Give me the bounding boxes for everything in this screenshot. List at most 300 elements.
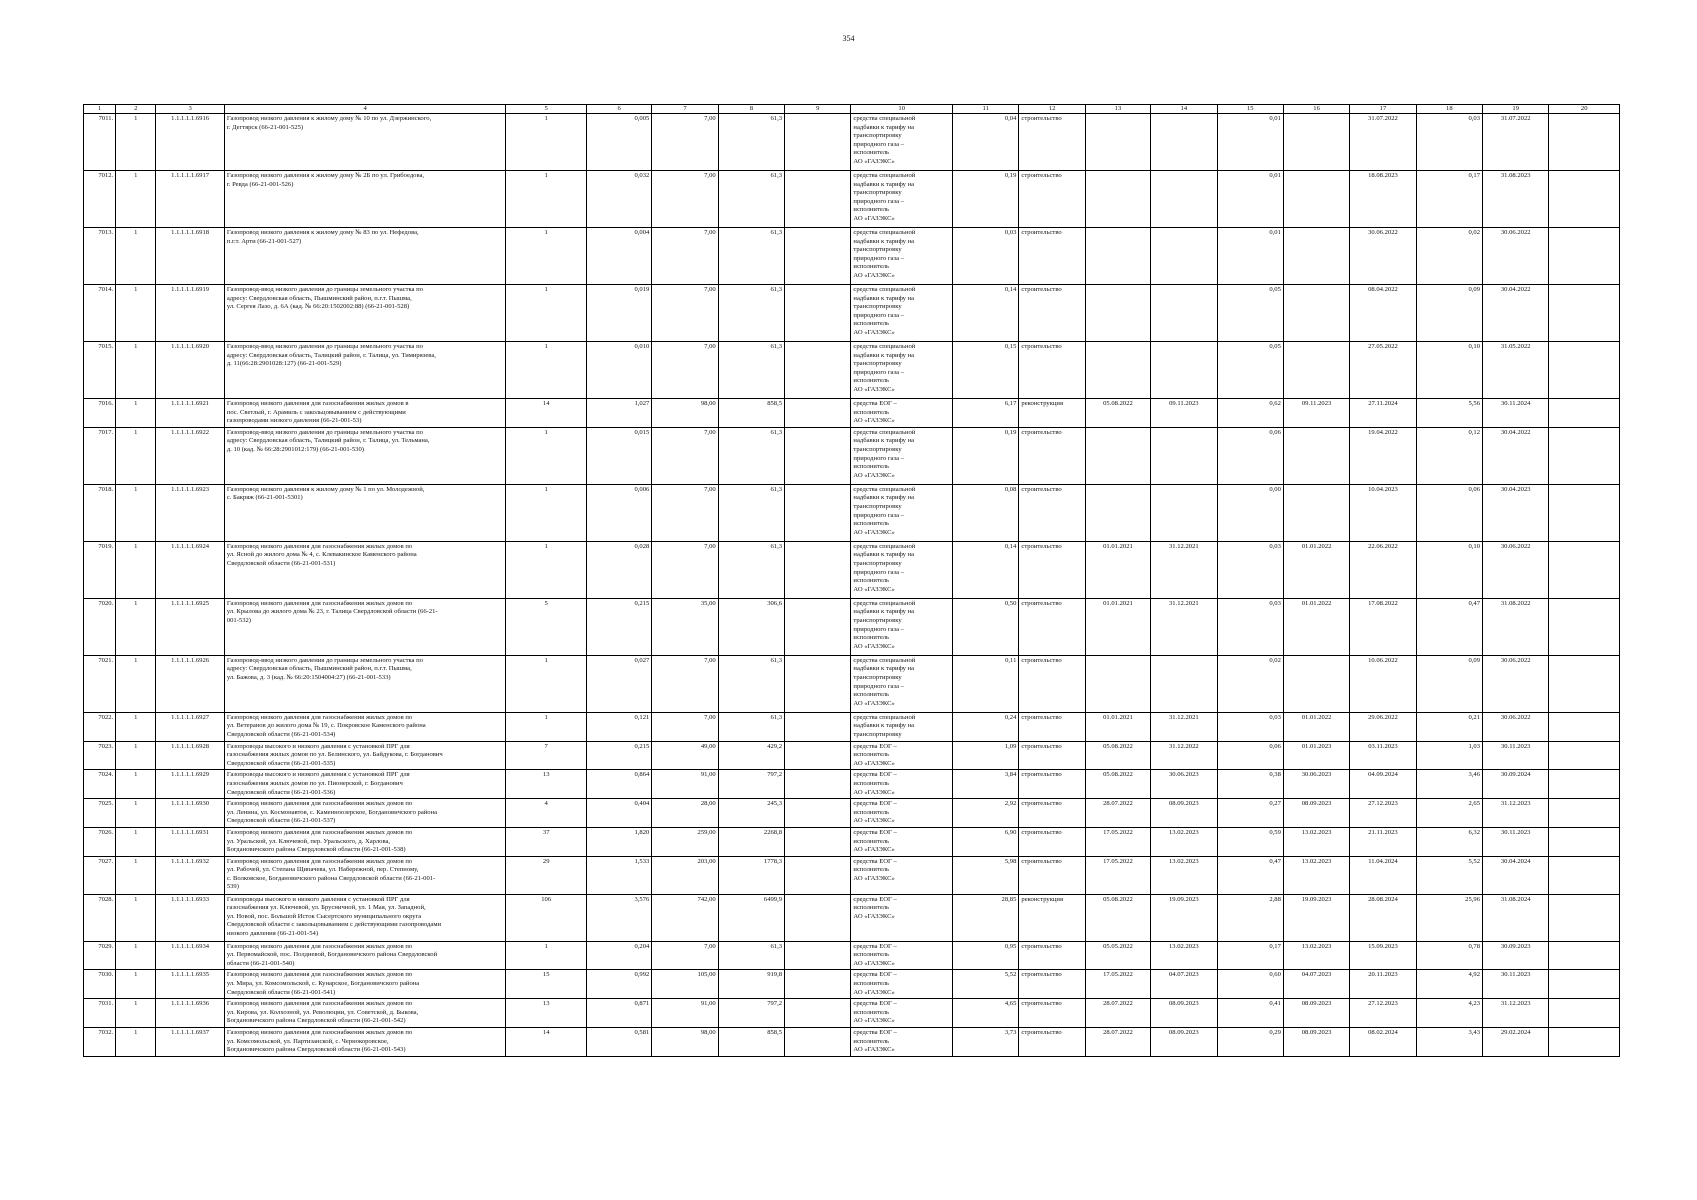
volume-cell: 61,3 <box>718 484 784 541</box>
end-date-cell <box>1151 484 1217 541</box>
capacity-cell: 259,00 <box>652 827 718 856</box>
table-row <box>84 741 1620 770</box>
volume-cell: 61,3 <box>718 712 784 741</box>
level-cell: 1 <box>116 856 156 894</box>
column-number-header: 12 <box>1019 105 1085 114</box>
cost-cell: 0,14 <box>953 285 1019 342</box>
stage-date-cell: 09.11.2023 <box>1283 399 1349 428</box>
remaining-cost-cell: 0,09 <box>1416 655 1482 712</box>
completion-date-cell: 29.06.2022 <box>1350 712 1416 741</box>
capacity-cell: 91,00 <box>652 999 718 1028</box>
capacity-cell: 7,00 <box>652 541 718 598</box>
quantity-cell: 1 <box>506 171 586 228</box>
table-row <box>84 285 1620 342</box>
column-number-header: 1 <box>84 105 116 114</box>
capacity-cell: 7,00 <box>652 228 718 285</box>
volume-cell: 245,3 <box>718 799 784 828</box>
quantity-cell: 14 <box>506 399 586 428</box>
object-description-cell: Газопровод низкого давления к жилому дому № 2Б по ул. Грибоедова, г. Ревда (66-21-001-526) <box>224 171 506 228</box>
column-number-header: 18 <box>1416 105 1482 114</box>
object-description-cell: Газопровод-ввод низкого давления до границы земельного участка по адресу: Свердловская область, Пышминский район, п.г.т. Пышма, ул. Бажова, д. 3 (кад. № 66:20:1504004:27) (66-21-001-533) <box>224 655 506 712</box>
stage-date-cell: 19.09.2023 <box>1283 894 1349 941</box>
stage-cost-cell: 0,27 <box>1217 799 1283 828</box>
table-row <box>84 228 1620 285</box>
work-type-cell: строительство <box>1019 999 1085 1028</box>
start-date-cell <box>1085 228 1150 285</box>
funding-source-cell: средства ЕОГ – исполнитель АО «ГАЗЭКС» <box>851 399 953 428</box>
work-type-cell: строительство <box>1019 285 1085 342</box>
length-cell: 0,010 <box>586 342 651 399</box>
funding-source-cell: средства специальной надбавки к тарифу на транспортировку природного газа – исполнитель АО «ГАЗЭКС» <box>851 655 953 712</box>
note-cell <box>1549 856 1620 894</box>
column-number-header: 15 <box>1217 105 1283 114</box>
code-cell: 1.1.1.1.1.6920 <box>156 342 224 399</box>
stage-cost-cell: 2,88 <box>1217 894 1283 941</box>
work-type-cell: строительство <box>1019 941 1085 970</box>
remaining-cost-cell: 1,03 <box>1416 741 1482 770</box>
column-number-header: 20 <box>1549 105 1620 114</box>
object-description-cell: Газопровод-ввод низкого давления до границы земельного участка по адресу: Свердловская область, Талицкий район, г. Талица, ул. Тимирязева, д. 11(66:28:2901028:127) (66-21-001-529) <box>224 342 506 399</box>
completion-date-cell: 31.07.2022 <box>1350 114 1416 171</box>
row-number-cell: 7014. <box>84 285 116 342</box>
stage-date-cell: 13.02.2023 <box>1283 941 1349 970</box>
capacity-cell: 98,00 <box>652 399 718 428</box>
capacity-cell: 91,00 <box>652 770 718 799</box>
capacity-cell: 7,00 <box>652 285 718 342</box>
page-number: 354 <box>842 34 855 43</box>
stage-date-cell <box>1283 228 1349 285</box>
empty-cell <box>785 427 851 484</box>
object-description-cell: Газопровод низкого давления для газоснабжения жилых домов по ул. Кирова, ул. Колхозной, ул. Революции, ул. Советской, д. Быкова, Богдановичского района Свердловской области (66-21-001-542) <box>224 999 506 1028</box>
note-cell <box>1549 827 1620 856</box>
quantity-cell: 1 <box>506 114 586 171</box>
funding-source-cell: средства специальной надбавки к тарифу на транспортировку природного газа – исполнитель АО «ГАЗЭКС» <box>851 228 953 285</box>
funding-source-cell: средства ЕОГ – исполнитель АО «ГАЗЭКС» <box>851 770 953 799</box>
completion-date-cell: 08.04.2022 <box>1350 285 1416 342</box>
end-date-cell: 13.02.2023 <box>1151 827 1217 856</box>
deadline-cell: 30.04.2023 <box>1483 484 1549 541</box>
row-number-cell: 7011. <box>84 114 116 171</box>
length-cell: 0,864 <box>586 770 651 799</box>
column-number-header: 2 <box>116 105 156 114</box>
funding-source-cell: средства ЕОГ – исполнитель АО «ГАЗЭКС» <box>851 970 953 999</box>
quantity-cell: 1 <box>506 228 586 285</box>
column-number-header: 13 <box>1085 105 1150 114</box>
empty-cell <box>785 171 851 228</box>
cost-cell: 2,92 <box>953 799 1019 828</box>
capacity-cell: 7,00 <box>652 342 718 399</box>
funding-source-cell: средства ЕОГ – исполнитель АО «ГАЗЭКС» <box>851 827 953 856</box>
start-date-cell: 28.07.2022 <box>1085 1028 1150 1057</box>
volume-cell: 429,2 <box>718 741 784 770</box>
start-date-cell: 17.05.2022 <box>1085 827 1150 856</box>
end-date-cell <box>1151 114 1217 171</box>
end-date-cell: 30.06.2023 <box>1151 770 1217 799</box>
note-cell <box>1549 712 1620 741</box>
note-cell <box>1549 484 1620 541</box>
code-cell: 1.1.1.1.1.6923 <box>156 484 224 541</box>
empty-cell <box>785 598 851 655</box>
capacity-cell: 98,00 <box>652 1028 718 1057</box>
row-number-cell: 7021. <box>84 655 116 712</box>
end-date-cell <box>1151 342 1217 399</box>
empty-cell <box>785 712 851 741</box>
cost-cell: 0,11 <box>953 655 1019 712</box>
remaining-cost-cell: 4,92 <box>1416 970 1482 999</box>
remaining-cost-cell: 5,56 <box>1416 399 1482 428</box>
note-cell <box>1549 894 1620 941</box>
start-date-cell: 05.08.2022 <box>1085 894 1150 941</box>
object-description-cell: Газопровод низкого давления для газоснабжения жилых домов по ул. Ясной до жилого дома № 4, с. Клевакинское Каменского района Свердловской области (66-21-001-531) <box>224 541 506 598</box>
deadline-cell: 31.07.2022 <box>1483 114 1549 171</box>
length-cell: 0,015 <box>586 427 651 484</box>
start-date-cell: 05.08.2022 <box>1085 770 1150 799</box>
deadline-cell: 30.11.2023 <box>1483 970 1549 999</box>
end-date-cell: 08.09.2023 <box>1151 1028 1217 1057</box>
funding-source-cell: средства специальной надбавки к тарифу на транспортировку природного газа – исполнитель АО «ГАЗЭКС» <box>851 541 953 598</box>
object-description-cell: Газопровод низкого давления для газоснабжения жилых домов по ул. Ленина, ул. Космонавтов, с. Каменноозерское, Богдановичского района Свердловской области (66-21-001-537) <box>224 799 506 828</box>
work-type-cell: строительство <box>1019 1028 1085 1057</box>
quantity-cell: 29 <box>506 856 586 894</box>
cost-cell: 4,65 <box>953 999 1019 1028</box>
level-cell: 1 <box>116 228 156 285</box>
volume-cell: 797,2 <box>718 999 784 1028</box>
length-cell: 1,027 <box>586 399 651 428</box>
stage-date-cell: 08.09.2023 <box>1283 1028 1349 1057</box>
completion-date-cell: 27.11.2024 <box>1350 399 1416 428</box>
remaining-cost-cell: 4,23 <box>1416 999 1482 1028</box>
note-cell <box>1549 171 1620 228</box>
stage-date-cell: 01.01.2023 <box>1283 741 1349 770</box>
row-number-cell: 7016. <box>84 399 116 428</box>
table-row <box>84 970 1620 999</box>
length-cell: 0,215 <box>586 741 651 770</box>
stage-cost-cell: 0,01 <box>1217 114 1283 171</box>
table-row <box>84 655 1620 712</box>
deadline-cell: 30.06.2022 <box>1483 712 1549 741</box>
table-row <box>84 894 1620 941</box>
object-description-cell: Газопроводы высокого и низкого давления с установкой ПРГ для газоснабжения ул. Ключевой, ул. Брусничной, ул. 1 Мая, ул. Западной, ул. Новой, пос. Большой Исток Сысертского муниципального округа Свердловской области с закольцовыванием с действующими газопроводами низкого давления (66-21-001-54) <box>224 894 506 941</box>
deadline-cell: 30.04.2022 <box>1483 285 1549 342</box>
table-row <box>84 799 1620 828</box>
remaining-cost-cell: 0,09 <box>1416 285 1482 342</box>
code-cell: 1.1.1.1.1.6921 <box>156 399 224 428</box>
cost-cell: 6,17 <box>953 399 1019 428</box>
quantity-cell: 14 <box>506 1028 586 1057</box>
end-date-cell: 04.07.2023 <box>1151 970 1217 999</box>
volume-cell: 858,5 <box>718 399 784 428</box>
table-row <box>84 999 1620 1028</box>
deadline-cell: 30.09.2024 <box>1483 770 1549 799</box>
quantity-cell: 1 <box>506 712 586 741</box>
stage-cost-cell: 0,00 <box>1217 484 1283 541</box>
code-cell: 1.1.1.1.1.6919 <box>156 285 224 342</box>
row-number-cell: 7027. <box>84 856 116 894</box>
empty-cell <box>785 894 851 941</box>
length-cell: 0,027 <box>586 655 651 712</box>
level-cell: 1 <box>116 285 156 342</box>
empty-cell <box>785 399 851 428</box>
object-description-cell: Газопроводы высокого и низкого давления с установкой ПРГ для газоснабжения жилых домов по ул. Белинского, ул. Байдукова, г. Богданович Свердловской области (66-21-001-535) <box>224 741 506 770</box>
length-cell: 1,533 <box>586 856 651 894</box>
row-number-cell: 7025. <box>84 799 116 828</box>
volume-cell: 61,3 <box>718 941 784 970</box>
stage-cost-cell: 0,41 <box>1217 999 1283 1028</box>
quantity-cell: 15 <box>506 970 586 999</box>
empty-cell <box>785 655 851 712</box>
stage-cost-cell: 0,06 <box>1217 427 1283 484</box>
stage-cost-cell: 0,60 <box>1217 970 1283 999</box>
column-number-header: 4 <box>224 105 506 114</box>
note-cell <box>1549 598 1620 655</box>
empty-cell <box>785 114 851 171</box>
object-description-cell: Газопровод низкого давления для газоснабжения жилых домов по ул. Уральской, ул. Ключевой, пер. Уральского, д. Харлова, Богдановичского района Свердловской области (66-21-001-538) <box>224 827 506 856</box>
deadline-cell: 30.06.2022 <box>1483 228 1549 285</box>
volume-cell: 858,5 <box>718 1028 784 1057</box>
capacity-cell: 49,00 <box>652 741 718 770</box>
remaining-cost-cell: 0,47 <box>1416 598 1482 655</box>
capacity-cell: 742,00 <box>652 894 718 941</box>
stage-cost-cell: 0,62 <box>1217 399 1283 428</box>
quantity-cell: 1 <box>506 941 586 970</box>
cost-cell: 1,09 <box>953 741 1019 770</box>
code-cell: 1.1.1.1.1.6916 <box>156 114 224 171</box>
table-row <box>84 856 1620 894</box>
remaining-cost-cell: 0,10 <box>1416 342 1482 399</box>
quantity-cell: 5 <box>506 598 586 655</box>
completion-date-cell: 17.08.2022 <box>1350 598 1416 655</box>
length-cell: 0,404 <box>586 799 651 828</box>
deadline-cell: 31.12.2023 <box>1483 999 1549 1028</box>
level-cell: 1 <box>116 171 156 228</box>
quantity-cell: 13 <box>506 770 586 799</box>
stage-date-cell: 30.06.2023 <box>1283 770 1349 799</box>
level-cell: 1 <box>116 799 156 828</box>
work-type-cell: строительство <box>1019 970 1085 999</box>
level-cell: 1 <box>116 894 156 941</box>
table-row <box>84 342 1620 399</box>
code-cell: 1.1.1.1.1.6936 <box>156 999 224 1028</box>
column-number-header: 5 <box>506 105 586 114</box>
empty-cell <box>785 827 851 856</box>
empty-cell <box>785 741 851 770</box>
start-date-cell: 01.01.2021 <box>1085 541 1150 598</box>
volume-cell: 306,6 <box>718 598 784 655</box>
object-description-cell: Газопроводы высокого и низкого давления с установкой ПРГ для газоснабжения жилых домов по ул. Пионерской, г. Богданович Свердловской области (66-21-001-536) <box>224 770 506 799</box>
capacity-cell: 7,00 <box>652 114 718 171</box>
row-number-cell: 7018. <box>84 484 116 541</box>
note-cell <box>1549 541 1620 598</box>
stage-cost-cell: 0,02 <box>1217 655 1283 712</box>
capacity-cell: 7,00 <box>652 484 718 541</box>
cost-cell: 5,98 <box>953 856 1019 894</box>
note-cell <box>1549 1028 1620 1057</box>
row-number-cell: 7028. <box>84 894 116 941</box>
row-number-cell: 7019. <box>84 541 116 598</box>
cost-cell: 0,04 <box>953 114 1019 171</box>
table-row <box>84 399 1620 428</box>
note-cell <box>1549 114 1620 171</box>
row-number-cell: 7023. <box>84 741 116 770</box>
length-cell: 0,992 <box>586 970 651 999</box>
start-date-cell: 05.05.2022 <box>1085 941 1150 970</box>
remaining-cost-cell: 25,96 <box>1416 894 1482 941</box>
stage-date-cell: 01.01.2022 <box>1283 541 1349 598</box>
work-type-cell: реконструкция <box>1019 399 1085 428</box>
capacity-cell: 7,00 <box>652 712 718 741</box>
stage-date-cell: 04.07.2023 <box>1283 970 1349 999</box>
empty-cell <box>785 941 851 970</box>
object-description-cell: Газопровод низкого давления к жилому дому № 10 по ул. Дзержинского, г. Дегтярск (66-21-001-525) <box>224 114 506 171</box>
column-number-header: 19 <box>1483 105 1549 114</box>
funding-source-cell: средства специальной надбавки к тарифу на транспортировку природного газа – исполнитель АО «ГАЗЭКС» <box>851 427 953 484</box>
stage-cost-cell: 0,01 <box>1217 228 1283 285</box>
remaining-cost-cell: 3,46 <box>1416 770 1482 799</box>
object-description-cell: Газопровод низкого давления для газоснабжения жилых домов по ул. Ветеранов до жилого дома № 19, с. Покровское Каменского района Свердловской области (66-21-001-534) <box>224 712 506 741</box>
stage-date-cell <box>1283 285 1349 342</box>
stage-cost-cell: 0,38 <box>1217 770 1283 799</box>
row-number-cell: 7024. <box>84 770 116 799</box>
level-cell: 1 <box>116 427 156 484</box>
completion-date-cell: 22.06.2022 <box>1350 541 1416 598</box>
length-cell: 0,204 <box>586 941 651 970</box>
deadline-cell: 31.08.2024 <box>1483 894 1549 941</box>
end-date-cell <box>1151 285 1217 342</box>
deadline-cell: 31.05.2022 <box>1483 342 1549 399</box>
level-cell: 1 <box>116 114 156 171</box>
work-type-cell: строительство <box>1019 712 1085 741</box>
deadline-cell: 30.11.2024 <box>1483 399 1549 428</box>
row-number-cell: 7015. <box>84 342 116 399</box>
empty-cell <box>785 999 851 1028</box>
level-cell: 1 <box>116 770 156 799</box>
table-body <box>84 114 1620 1057</box>
remaining-cost-cell: 0,02 <box>1416 228 1482 285</box>
empty-cell <box>785 342 851 399</box>
stage-cost-cell: 0,06 <box>1217 741 1283 770</box>
volume-cell: 797,2 <box>718 770 784 799</box>
start-date-cell: 01.01.2021 <box>1085 712 1150 741</box>
end-date-cell: 31.12.2022 <box>1151 741 1217 770</box>
work-type-cell: строительство <box>1019 827 1085 856</box>
object-description-cell: Газопровод-ввод низкого давления до границы земельного участка по адресу: Свердловская область, Талицкий район, г. Талица, ул. Тельмана, д. 10 (кад. № 66:28:2901012:179) (66-21-001-530) <box>224 427 506 484</box>
volume-cell: 61,3 <box>718 541 784 598</box>
funding-source-cell: средства ЕОГ – исполнитель АО «ГАЗЭКС» <box>851 1028 953 1057</box>
start-date-cell <box>1085 171 1150 228</box>
column-number-header: 8 <box>718 105 784 114</box>
work-type-cell: строительство <box>1019 856 1085 894</box>
completion-date-cell: 27.12.2023 <box>1350 999 1416 1028</box>
cost-cell: 5,52 <box>953 970 1019 999</box>
cost-cell: 0,95 <box>953 941 1019 970</box>
completion-date-cell: 21.11.2023 <box>1350 827 1416 856</box>
empty-cell <box>785 228 851 285</box>
note-cell <box>1549 655 1620 712</box>
object-description-cell: Газопровод низкого давления для газоснабжения жилых домов по ул. Мира, ул. Комсомольской, с. Кунарское, Богдановичского района Свердловской области (66-21-001-541) <box>224 970 506 999</box>
completion-date-cell: 03.11.2023 <box>1350 741 1416 770</box>
remaining-cost-cell: 0,03 <box>1416 114 1482 171</box>
level-cell: 1 <box>116 655 156 712</box>
work-type-cell: строительство <box>1019 484 1085 541</box>
empty-cell <box>785 1028 851 1057</box>
capacity-cell: 7,00 <box>652 171 718 228</box>
stage-date-cell: 08.09.2023 <box>1283 999 1349 1028</box>
capacity-cell: 7,00 <box>652 427 718 484</box>
table-row <box>84 1028 1620 1057</box>
stage-cost-cell: 0,05 <box>1217 285 1283 342</box>
deadline-cell: 30.04.2024 <box>1483 856 1549 894</box>
quantity-cell: 1 <box>506 541 586 598</box>
column-number-header: 17 <box>1350 105 1416 114</box>
remaining-cost-cell: 0,17 <box>1416 171 1482 228</box>
object-description-cell: Газопровод низкого давления для газоснабжения жилых домов по ул. Первомайской, пос. Полдневой, Богдановичского района Свердловской области (66-21-001-540) <box>224 941 506 970</box>
funding-source-cell: средства ЕОГ – исполнитель АО «ГАЗЭКС» <box>851 799 953 828</box>
cost-cell: 0,19 <box>953 171 1019 228</box>
row-number-cell: 7012. <box>84 171 116 228</box>
remaining-cost-cell: 6,32 <box>1416 827 1482 856</box>
level-cell: 1 <box>116 1028 156 1057</box>
deadline-cell: 30.04.2022 <box>1483 427 1549 484</box>
table-row <box>84 827 1620 856</box>
completion-date-cell: 11.04.2024 <box>1350 856 1416 894</box>
note-cell <box>1549 999 1620 1028</box>
start-date-cell: 05.08.2022 <box>1085 741 1150 770</box>
level-cell: 1 <box>116 598 156 655</box>
note-cell <box>1549 799 1620 828</box>
code-cell: 1.1.1.1.1.6922 <box>156 427 224 484</box>
work-type-cell: строительство <box>1019 171 1085 228</box>
level-cell: 1 <box>116 827 156 856</box>
column-number-header: 11 <box>953 105 1019 114</box>
start-date-cell <box>1085 655 1150 712</box>
stage-date-cell <box>1283 171 1349 228</box>
stage-cost-cell: 0,03 <box>1217 541 1283 598</box>
funding-source-cell: средства специальной надбавки к тарифу на транспортировку природного газа – исполнитель АО «ГАЗЭКС» <box>851 342 953 399</box>
work-type-cell: строительство <box>1019 342 1085 399</box>
table-row <box>84 114 1620 171</box>
code-cell: 1.1.1.1.1.6929 <box>156 770 224 799</box>
completion-date-cell: 30.06.2022 <box>1350 228 1416 285</box>
start-date-cell <box>1085 427 1150 484</box>
funding-source-cell: средства специальной надбавки к тарифу на транспортировку природного газа – исполнитель АО «ГАЗЭКС» <box>851 484 953 541</box>
object-description-cell: Газопровод низкого давления для газоснабжения жилых домов по ул. Рабочей, ул. Степана Щипачева, ул. Набережной, пер. Степному, с. Волковское, Богдановичского района Свердловской области (66-21-001- 539) <box>224 856 506 894</box>
note-cell <box>1549 770 1620 799</box>
cost-cell: 0,08 <box>953 484 1019 541</box>
stage-cost-cell: 0,05 <box>1217 342 1283 399</box>
code-cell: 1.1.1.1.1.6935 <box>156 970 224 999</box>
volume-cell: 2268,8 <box>718 827 784 856</box>
volume-cell: 61,3 <box>718 655 784 712</box>
remaining-cost-cell: 0,10 <box>1416 541 1482 598</box>
table-row <box>84 712 1620 741</box>
code-cell: 1.1.1.1.1.6928 <box>156 741 224 770</box>
end-date-cell <box>1151 427 1217 484</box>
code-cell: 1.1.1.1.1.6933 <box>156 894 224 941</box>
completion-date-cell: 20.11.2023 <box>1350 970 1416 999</box>
deadline-cell: 30.11.2023 <box>1483 827 1549 856</box>
remaining-cost-cell: 5,52 <box>1416 856 1482 894</box>
stage-cost-cell: 0,01 <box>1217 171 1283 228</box>
start-date-cell: 28.07.2022 <box>1085 799 1150 828</box>
cost-cell: 0,24 <box>953 712 1019 741</box>
quantity-cell: 1 <box>506 655 586 712</box>
quantity-cell: 106 <box>506 894 586 941</box>
column-number-header: 16 <box>1283 105 1349 114</box>
completion-date-cell: 18.08.2023 <box>1350 171 1416 228</box>
column-number-header: 7 <box>652 105 718 114</box>
work-type-cell: строительство <box>1019 228 1085 285</box>
column-number-row <box>84 105 1620 114</box>
